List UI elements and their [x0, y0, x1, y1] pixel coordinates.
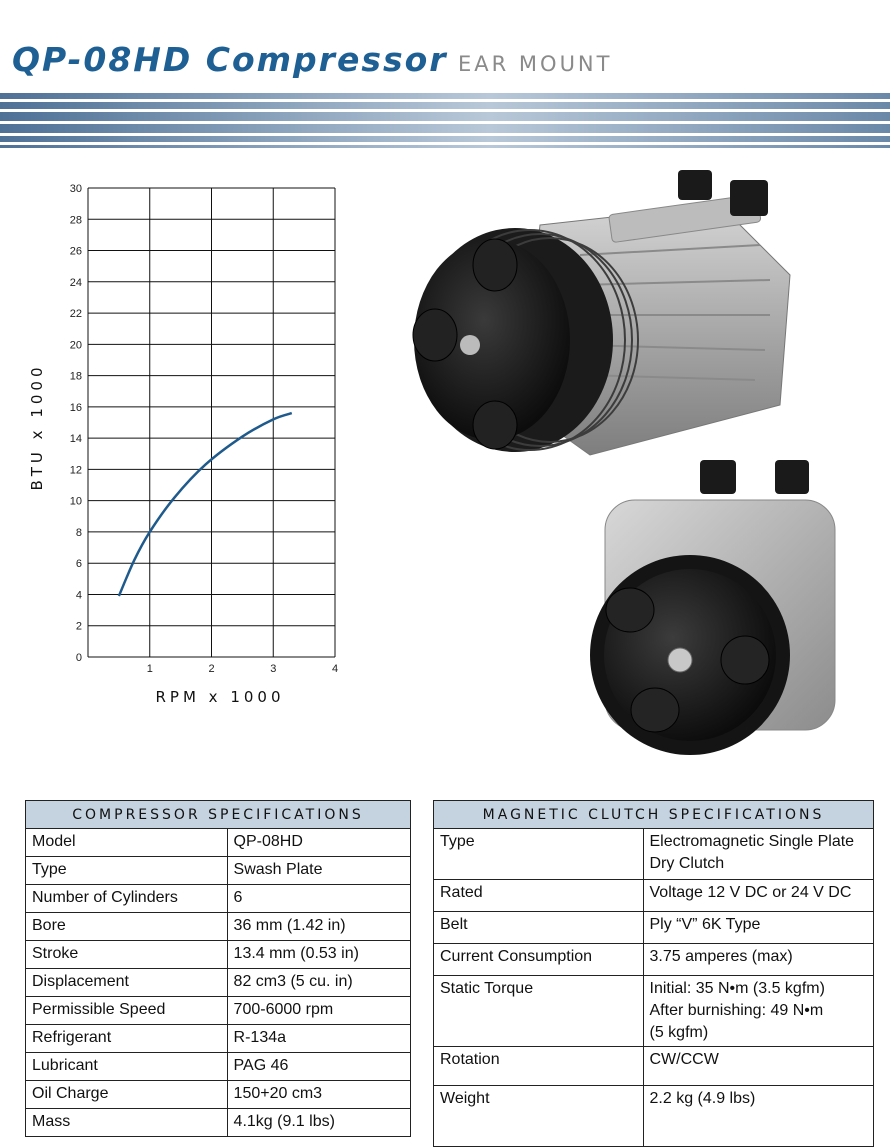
title-subtitle: EAR MOUNT [458, 52, 613, 76]
x-tick-label: 3 [270, 663, 277, 675]
spec-label: Number of Cylinders [26, 885, 228, 913]
spec-label: Type [26, 857, 228, 885]
spec-value [643, 880, 874, 912]
x-tick-label: 2 [208, 663, 215, 675]
spec-value [643, 829, 874, 880]
y-tick-label: 20 [69, 339, 82, 352]
spec-label: Static Torque [434, 976, 644, 1047]
header-stripes [0, 93, 890, 149]
table-row [26, 885, 411, 913]
table-row [26, 913, 411, 941]
spec-label: Model [26, 829, 228, 857]
spec-value: QP-08HD [227, 829, 410, 857]
spec-value [643, 1047, 874, 1086]
table-row [434, 829, 874, 880]
table-row [434, 880, 874, 912]
y-tick-label: 14 [69, 433, 82, 446]
x-tick-label: 4 [331, 663, 339, 675]
spec-label: Weight [434, 1086, 644, 1147]
spec-value: PAG 46 [227, 1053, 410, 1081]
table-row [26, 969, 411, 997]
spec-value-line: Initial: 35 N•m (3.5 kgfm) [649, 980, 825, 997]
chart-y-ticks [70, 183, 82, 664]
spec-value: 6 [227, 885, 410, 913]
y-tick-label: 12 [69, 464, 82, 477]
y-tick-label: 26 [69, 245, 82, 258]
spec-label: Bore [26, 913, 228, 941]
chart-xlabel: RPM x 1000 [155, 688, 285, 706]
spec-value-line: After burnishing: 49 N•m [649, 1002, 824, 1019]
spec-value-line: Voltage 12 V DC or 24 V DC [649, 884, 852, 901]
spec-label: Rotation [434, 1047, 644, 1086]
table-row [26, 997, 411, 1025]
spec-label: Displacement [26, 969, 228, 997]
spec-value: 700-6000 rpm [227, 997, 410, 1025]
table-row [26, 857, 411, 885]
table-row [26, 1081, 411, 1109]
spec-label: Mass [26, 1109, 228, 1137]
y-tick-label: 18 [69, 370, 82, 383]
table-row [434, 912, 874, 944]
spec-label: Stroke [26, 941, 228, 969]
spec-label: Permissible Speed [26, 997, 228, 1025]
clutch-specs-body [434, 829, 874, 1147]
spec-value: 82 cm3 (5 cu. in) [227, 969, 410, 997]
x-tick-label: 1 [146, 663, 153, 675]
table-row [434, 976, 874, 1047]
y-tick-label: 8 [75, 526, 82, 539]
spec-label: Refrigerant [26, 1025, 228, 1053]
chart-series-line [119, 413, 292, 596]
spec-value: R-134a [227, 1025, 410, 1053]
table-row [26, 1025, 411, 1053]
table-row [26, 941, 411, 969]
spec-value: 13.4 mm (0.53 in) [227, 941, 410, 969]
y-tick-label: 28 [69, 214, 82, 227]
spec-value [643, 1086, 874, 1147]
compressor-specs-body [26, 829, 411, 1137]
chart-grid [88, 188, 335, 657]
table-row [26, 1053, 411, 1081]
y-tick-label: 4 [75, 589, 82, 602]
spec-value-line: Electromagnetic Single Plate [649, 833, 855, 850]
y-tick-label: 16 [69, 401, 82, 414]
y-tick-label: 22 [69, 308, 82, 321]
chart-x-ticks [147, 663, 338, 675]
chart-ylabel: BTU x 1000 [28, 363, 46, 491]
spec-label: Rated [434, 880, 644, 912]
compressor-specs-header: COMPRESSOR SPECIFICATIONS [26, 801, 411, 829]
clutch-specs-table [433, 800, 874, 1147]
spec-value: 36 mm (1.42 in) [227, 913, 410, 941]
clutch-specs-header: MAGNETIC CLUTCH SPECIFICATIONS [434, 801, 874, 829]
spec-value-line: 3.75 amperes (max) [649, 948, 793, 965]
spec-value-line: CW/CCW [649, 1051, 719, 1068]
spec-label: Type [434, 829, 644, 880]
title-main: QP-08HD Compressor [12, 40, 448, 79]
spec-value-line: 2.2 kg (4.9 lbs) [649, 1090, 756, 1107]
spec-value: 150+20 cm3 [227, 1081, 410, 1109]
page-title [12, 40, 612, 79]
table-row [434, 944, 874, 976]
table-row [434, 1086, 874, 1147]
spec-value [643, 944, 874, 976]
table-row [26, 1109, 411, 1137]
spec-value-line: (5 kgfm) [649, 1024, 709, 1041]
spec-value [643, 976, 874, 1047]
compressor-photo-front [585, 460, 845, 760]
spec-value [643, 912, 874, 944]
y-tick-label: 6 [75, 558, 82, 571]
spec-label: Lubricant [26, 1053, 228, 1081]
y-tick-label: 30 [69, 183, 82, 195]
spec-value-line: Ply “V” 6K Type [649, 916, 761, 933]
table-row [26, 829, 411, 857]
spec-label: Belt [434, 912, 644, 944]
y-tick-label: 10 [69, 495, 82, 508]
y-tick-label: 2 [75, 620, 82, 633]
spec-label: Current Consumption [434, 944, 644, 976]
spec-value-line: Dry Clutch [649, 855, 725, 872]
spec-label: Oil Charge [26, 1081, 228, 1109]
spec-value: 4.1kg (9.1 lbs) [227, 1109, 410, 1137]
btu-chart [0, 170, 360, 730]
spec-value: Swash Plate [227, 857, 410, 885]
compressor-photo-angled [400, 165, 800, 475]
table-row [434, 1047, 874, 1086]
compressor-specs-table [25, 800, 411, 1137]
y-tick-label: 24 [69, 276, 82, 289]
y-tick-label: 0 [75, 652, 82, 664]
